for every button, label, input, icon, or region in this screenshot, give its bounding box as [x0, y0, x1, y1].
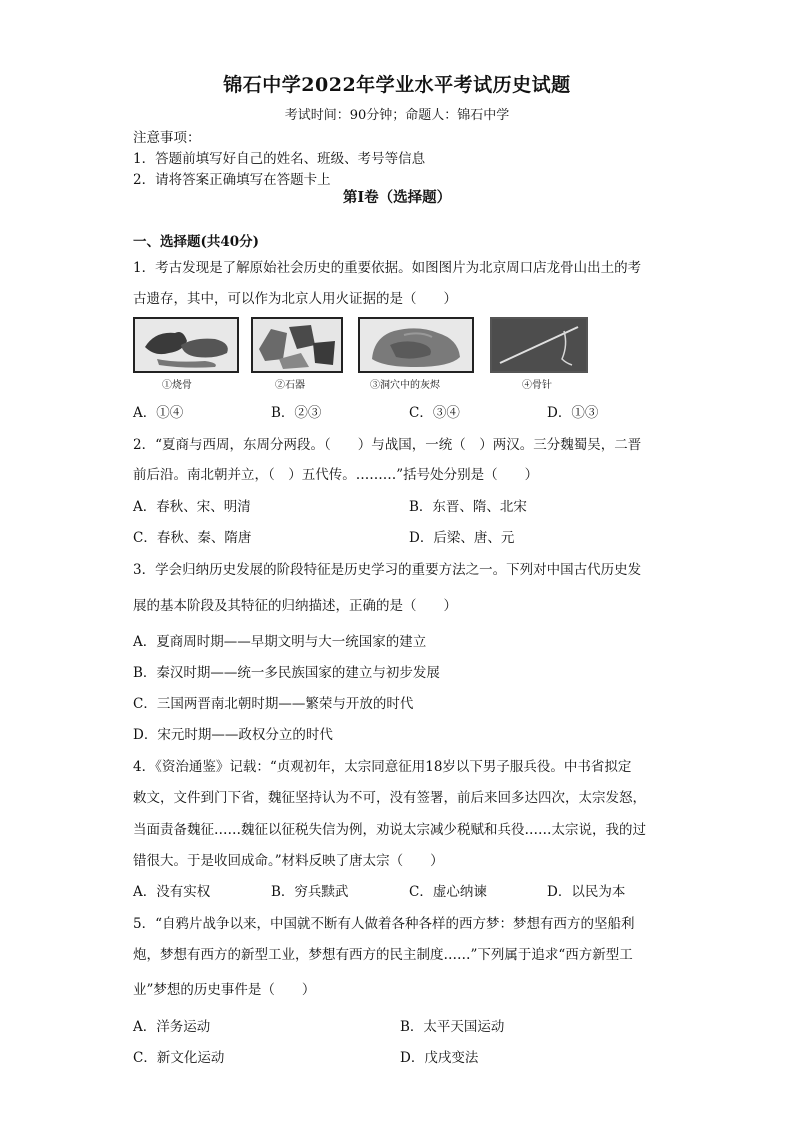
- q5-text-line: 5．“自鸦片战争以来，中国就不断有人做着各种各样的西方梦：梦想有西方的坚船利: [133, 916, 635, 932]
- figure-caption: ④骨针: [522, 380, 552, 391]
- q1-text-line: 古遗存，其中，可以作为北京人用火证据的是（ ）: [133, 291, 457, 307]
- q4-option-b[interactable]: B．穷兵黩武: [271, 884, 349, 900]
- cave-ash-image: [360, 319, 472, 371]
- q5-text-line: 炮，梦想有西方的新型工业，梦想有西方的民主制度……”下列属于追求“西方新型工: [133, 947, 633, 963]
- page-title: 锦石中学2022年学业水平考试历史试题: [223, 74, 571, 96]
- q2-text-line: 2．“夏商与西周，东周分两段。（ ）与战国，一统（ ）两汉。三分魏蜀吴，二晋: [133, 437, 642, 453]
- bone-needle-image: [492, 319, 586, 371]
- q2-option-c[interactable]: C．春秋、秦、隋唐: [133, 530, 252, 546]
- q2-text-line: 前后沿。南北朝并立，（ ）五代传。………”括号处分别是（ ）: [133, 467, 539, 483]
- q1-option-d[interactable]: D．①③: [547, 405, 599, 421]
- q5-option-a[interactable]: A．洋务运动: [133, 1019, 211, 1035]
- q4-text-line: 当面责备魏征……魏征以征税失信为例，劝说太宗减少税赋和兵役……太宗说，我的过: [133, 822, 646, 838]
- q3-text-line: 3．学会归纳历史发展的阶段特征是历史学习的重要方法之一。下列对中国古代历史发: [133, 562, 642, 578]
- q3-option-d[interactable]: D．宋元时期——政权分立的时代: [133, 727, 333, 743]
- q3-option-a[interactable]: A．夏商周时期——早期文明与大一统国家的建立: [133, 634, 427, 650]
- burnt-bone-image: [135, 319, 237, 371]
- q2-option-a[interactable]: A．春秋、宋、明清: [133, 499, 251, 515]
- q5-option-c[interactable]: C．新文化运动: [133, 1050, 225, 1066]
- exam-info: 考试时间：90分钟；命题人：锦石中学: [284, 108, 510, 123]
- q3-option-c[interactable]: C．三国两晋南北朝时期——繁荣与开放的时代: [133, 696, 414, 712]
- stone-tool-image: [253, 319, 341, 371]
- q4-text-line: 敕文，文件到门下省，魏征坚持认为不可，没有签署，前后来回多达四次，太宗发怒，: [133, 790, 646, 806]
- figure-burnt-bone: [133, 317, 239, 373]
- q3-text-line: 展的基本阶段及其特征的归纳描述，正确的是（ ）: [133, 598, 457, 614]
- q4-text-line: 4．《资治通鉴》记载：“贞观初年，太宗同意征用18岁以下男子服兵役。中书省拟定: [133, 759, 632, 775]
- q5-option-d[interactable]: D．戊戌变法: [400, 1050, 479, 1066]
- q1-option-a[interactable]: A．①④: [133, 405, 184, 421]
- notes-heading: 注意事项：: [133, 130, 201, 146]
- q4-option-d[interactable]: D．以民为本: [547, 884, 626, 900]
- figure-caption: ②石器: [275, 380, 305, 391]
- q1-option-c[interactable]: C．③④: [409, 405, 460, 421]
- figure-caption: ③洞穴中的灰烬: [370, 380, 440, 391]
- note-item: 2．请将答案正确填写在答题卡上: [133, 172, 331, 188]
- part-title: 第I卷（选择题）: [342, 189, 452, 206]
- q5-text-line: 业”梦想的历史事件是（ ）: [133, 982, 316, 998]
- q1-text-line: 1．考古发现是了解原始社会历史的重要依据。如图图片为北京周口店龙骨山出土的考: [133, 260, 642, 276]
- q5-option-b[interactable]: B．太平天国运动: [400, 1019, 505, 1035]
- q3-option-b[interactable]: B．秦汉时期——统一多民族国家的建立与初步发展: [133, 665, 440, 681]
- section-heading: 一、选择题(共40分): [133, 234, 260, 250]
- figure-bone-needle: [490, 317, 588, 373]
- q4-option-a[interactable]: A．没有实权: [133, 884, 211, 900]
- q4-option-c[interactable]: C．虚心纳谏: [409, 884, 487, 900]
- q1-option-b[interactable]: B．②③: [271, 405, 322, 421]
- q4-text-line: 错很大。于是收回成命。”材料反映了唐太宗（ ）: [133, 853, 444, 869]
- q2-option-d[interactable]: D．后梁、唐、元: [409, 530, 515, 546]
- figure-stone-tool: [251, 317, 343, 373]
- figure-caption: ①烧骨: [162, 380, 192, 391]
- q2-option-b[interactable]: B．东晋、隋、北宋: [409, 499, 527, 515]
- figure-cave-ash: [358, 317, 474, 373]
- note-item: 1．答题前填写好自己的姓名、班级、考号等信息: [133, 151, 426, 167]
